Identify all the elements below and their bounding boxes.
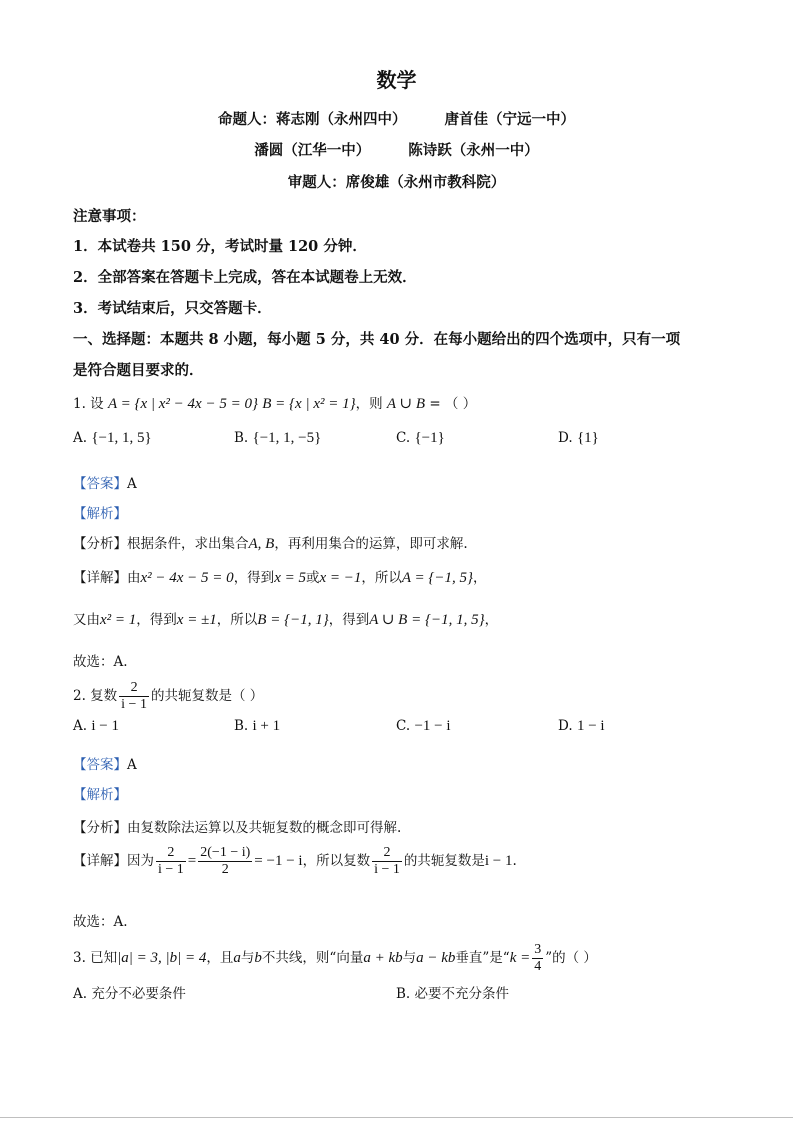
page-bottom-divider (0, 1117, 793, 1118)
vector-b: b (254, 950, 262, 967)
option-value: i − 1 (91, 718, 119, 734)
q1-option-a (73, 430, 152, 447)
q3-text: 垂直”是“ (455, 950, 510, 967)
detail-text: 由 (127, 570, 141, 586)
q1-number: 1. 设 (73, 396, 104, 412)
vector-a: a (233, 950, 241, 967)
fenxi-text: 由复数除法运算以及共轭复数的概念即可得解. (127, 820, 402, 836)
detail-text: ，所以 (361, 570, 402, 586)
reviewer-line: 审题人：席俊雄（永州市教科院） (287, 174, 506, 191)
fenxi-tag: 【分析】 (73, 820, 127, 836)
q2-detail (73, 845, 517, 878)
option-label: D. (558, 718, 573, 734)
notes-heading: 注意事项： (73, 208, 146, 225)
q2-option-d (558, 718, 605, 735)
option-label: C. (396, 430, 411, 446)
q3-text: ”的（ ） (545, 950, 597, 967)
detail-math: x = 5 (274, 570, 306, 586)
detail-text: ，得到 (233, 570, 275, 586)
option-label: B. (396, 986, 411, 1002)
answer-value: A (127, 476, 137, 492)
fenxi-text: ，再利用集合的运算，即可求解. (274, 536, 468, 552)
detail-math: x² − 4x − 5 = 0 (140, 570, 234, 586)
q2-fenxi (73, 816, 401, 836)
page-title: 数学 (376, 68, 417, 92)
q3-fraction (532, 942, 543, 975)
q1-detail-line-1 (73, 566, 487, 587)
q3-text: 与 (402, 950, 417, 967)
q3-condition: |a| = 3, |b| = 4 (117, 950, 207, 967)
author-3: 潘圆（江华一中） (254, 142, 371, 159)
detail-tag: 【详解】 (73, 853, 127, 870)
q3-k: k = (509, 950, 531, 967)
fraction-denominator: i − 1 (158, 862, 184, 878)
detail-math: A = {−1, 5} (401, 570, 474, 586)
q2-answer (73, 753, 137, 773)
q2-option-b (234, 718, 280, 735)
author-2: 唐首佳（宁远一中） (444, 111, 575, 128)
detail-text: 又由 (73, 612, 100, 628)
q1-analysis-tag: 【解析】 (73, 506, 127, 522)
detail-text: 的共轭复数是 (403, 853, 485, 870)
note-item-2: 2．全部答案在答题卡上完成，答在本试题卷上无效． (73, 269, 417, 286)
fraction-denominator: 2 (221, 862, 229, 878)
q2-suffix: 的共轭复数是（ ） (150, 688, 264, 705)
detail-fraction-2 (198, 845, 252, 878)
q1-option-c (396, 430, 445, 447)
q1-option-b (234, 430, 321, 447)
option-value: 充分不必要条件 (91, 986, 186, 1002)
option-label: D. (558, 430, 573, 446)
q3-option-b (396, 982, 509, 1002)
q3-text: 不共线，则“向量 (261, 950, 364, 967)
note-item-1: 1．本试卷共 150 分，考试时量 120 分钟． (73, 238, 367, 255)
fenxi-text: 根据条件，求出集合 (127, 536, 249, 552)
option-value: {−1, 1, −5} (252, 430, 322, 446)
fraction-denominator: i − 1 (121, 697, 147, 713)
option-label: B. (234, 718, 249, 734)
vector-sum: a + kb (363, 950, 403, 967)
fraction-numerator: 3 (532, 942, 543, 959)
fraction-numerator: 2 (119, 680, 149, 697)
q1-then: ，则 (355, 396, 383, 412)
option-label: A. (73, 718, 88, 734)
author-4: 陈诗跃（永州一中） (408, 142, 539, 159)
fenxi-sets: A, B (248, 536, 275, 552)
fraction-denominator: i − 1 (374, 862, 400, 878)
detail-text: 因为 (127, 853, 154, 870)
q2-number: 2. 复数 (73, 688, 118, 705)
detail-text: ， (473, 570, 487, 586)
q3-text: 与 (240, 950, 255, 967)
option-value: {1} (576, 430, 599, 446)
q3-number: 3. 已知 (73, 950, 118, 967)
option-label: A. (73, 430, 88, 446)
answer-tag: 【答案】 (73, 476, 127, 492)
vector-diff: a − kb (416, 950, 456, 967)
q1-conclusion: 故选：A. (73, 654, 128, 670)
note-item-3: 3．考试结束后，只交答题卡． (73, 300, 272, 317)
option-value: 必要不充分条件 (414, 986, 510, 1002)
fraction-denominator: 4 (534, 959, 542, 975)
question-3-stem (73, 942, 597, 975)
detail-fraction-1 (156, 845, 186, 878)
section-heading-line-2: 是符合题目要求的． (73, 362, 204, 379)
detail-math: i − 1 (484, 853, 513, 870)
authors-line-1 (0, 108, 793, 129)
q2-conclusion: 故选：A. (73, 914, 128, 930)
detail-text: ，得到 (136, 612, 177, 628)
q1-blank: = （ ） (429, 396, 477, 412)
fraction-numerator: 2 (156, 845, 186, 862)
detail-math: x = ±1 (176, 612, 217, 628)
detail-math: x² = 1 (100, 612, 137, 628)
detail-math: A ∪ B = {−1, 1, 5} (369, 612, 485, 628)
option-value: {−1, 1, 5} (91, 430, 152, 446)
detail-text: 或 (305, 570, 320, 586)
q1-union: A ∪ B (386, 396, 426, 412)
authors-line-2 (0, 139, 793, 160)
fraction-numerator: 2(−1 − i) (198, 845, 252, 862)
q2-option-a (73, 718, 119, 735)
option-value: −1 − i (414, 718, 451, 734)
detail-text: ，所以 (216, 612, 258, 628)
option-value: 1 − i (576, 718, 605, 734)
option-label: A. (73, 986, 88, 1002)
question-1-stem (73, 392, 476, 413)
section-heading-line-1: 一、选择题：本题共 8 小题，每小题 5 分，共 40 分．在每小题给出的四个选项中，只有一项 (73, 331, 681, 348)
answer-tag: 【答案】 (73, 757, 127, 773)
option-value: {−1} (414, 430, 445, 446)
answer-value: A (127, 757, 137, 773)
q2-fraction (119, 680, 149, 713)
question-2-stem (73, 680, 263, 713)
detail-math: x = −1 (319, 570, 362, 586)
q3-option-a (73, 982, 186, 1002)
fenxi-tag: 【分析】 (73, 536, 127, 552)
q1-answer (73, 472, 137, 492)
fraction-numerator: 2 (372, 845, 402, 862)
option-value: i + 1 (252, 718, 281, 734)
q1-detail-line-2 (73, 608, 498, 629)
option-label: C. (396, 718, 411, 734)
author-1: 命题人：蒋志刚（永州四中） (218, 111, 407, 128)
detail-text: . (512, 853, 517, 870)
detail-math: = (187, 853, 197, 870)
detail-fraction-3 (372, 845, 402, 878)
detail-text: ，得到 (328, 612, 370, 628)
q1-fenxi (73, 532, 468, 553)
q2-option-c (396, 718, 451, 735)
q2-analysis-tag: 【解析】 (73, 787, 127, 803)
detail-math: B = {−1, 1} (257, 612, 329, 628)
detail-math: = −1 − i (254, 853, 303, 870)
q3-text: ，且 (206, 950, 234, 967)
detail-tag: 【详解】 (73, 570, 127, 586)
option-label: B. (234, 430, 249, 446)
detail-text: ，所以复数 (302, 853, 371, 870)
q1-set-a: A = {x | x² − 4x − 5 = 0} (107, 396, 258, 412)
q1-set-b: B = {x | x² = 1} (262, 396, 356, 412)
detail-text: ， (484, 612, 499, 628)
q1-option-d (558, 430, 599, 447)
